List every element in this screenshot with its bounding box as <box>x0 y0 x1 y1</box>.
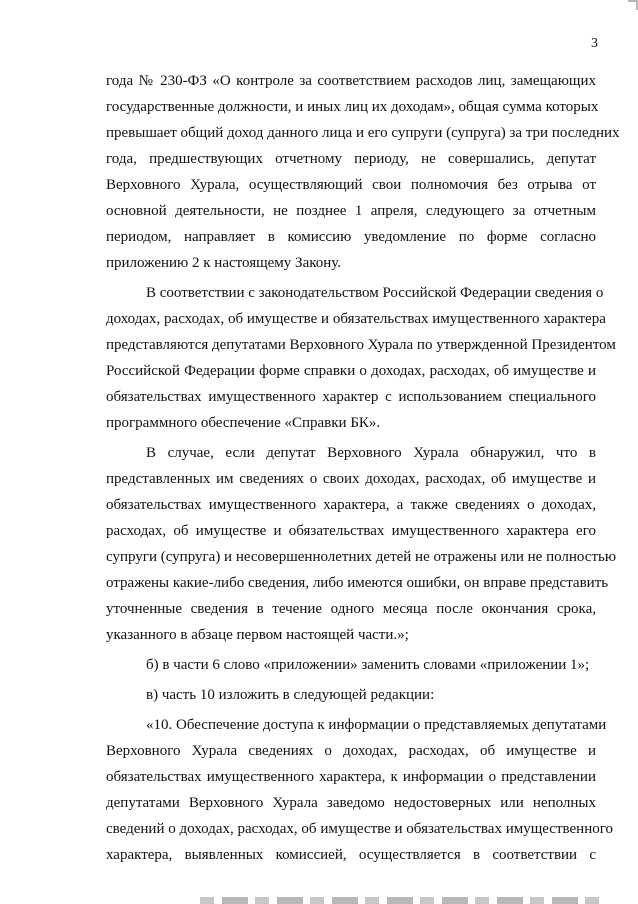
text-line: обязательствах имущественного характера, к информации о представлении <box>106 769 596 785</box>
paragraph-corrections <box>106 440 617 648</box>
text-line: уточненные сведения в течение одного месяца после окончания срока, <box>106 601 596 617</box>
text-line: депутатами Верховного Хурала заведомо недостоверных или неполных <box>106 795 596 811</box>
text-line: обязательствах имущественного характера, а также сведениях о доходах, <box>106 497 596 513</box>
text-line: б) в части 6 слово «приложении» заменить словами «приложении 1»; <box>146 657 590 673</box>
text-line: Верховного Хурала, осуществляющий свои полномочия без отрыва от <box>106 177 596 193</box>
text-line: «10. Обеспечение доступа к информации о представляемых депутатами <box>146 717 607 733</box>
text-line: представленных им сведениях о своих доходах, расходах, об имуществе и <box>106 471 596 487</box>
text-line: обязательствах имущественного характер с использованием специального <box>106 389 596 405</box>
text-line: доходах, расходах, об имуществе и обязательствах имущественного характера <box>106 311 606 327</box>
paragraph-section-10 <box>106 712 614 868</box>
paragraph-legislation-info <box>106 280 616 436</box>
text-line: в) часть 10 изложить в следующей редакции: <box>146 687 435 703</box>
text-line: отражены какие-либо сведения, либо имеются ошибки, он вправе представить <box>106 575 609 591</box>
paragraph-item-v <box>106 682 596 708</box>
scan-corner-mark <box>628 0 638 10</box>
paragraph-continuation <box>106 68 620 276</box>
text-line: приложению 2 к настоящему Закону. <box>106 255 342 271</box>
text-line: Верховного Хурала сведениях о доходах, расходах, об имуществе и <box>106 743 596 759</box>
text-line: В случае, если депутат Верховного Хурала обнаружил, что в <box>146 445 596 461</box>
scan-bottom-edge <box>200 897 600 904</box>
page-number: 3 <box>591 36 598 51</box>
text-line: года, предшествующих отчетному периоду, не совершались, депутат <box>106 151 596 167</box>
text-line: программного обеспечение «Справки БК». <box>106 415 381 431</box>
text-line: периодом, направляет в комиссию уведомление по форме согласно <box>106 229 596 245</box>
text-line: Российской Федерации форме справки о доходах, расходах, об имуществе и <box>106 363 596 379</box>
text-line: расходах, об имуществе и обязательствах имущественного характера его <box>106 523 596 539</box>
text-line: указанного в абзаце первом настоящей части.»; <box>106 627 409 643</box>
text-line: сведений о доходах, расходах, об имуществе и обязательствах имущественного <box>106 821 614 837</box>
paragraph-item-b <box>106 652 596 678</box>
text-line: превышает общий доход данного лица и его супруги (супруга) за три последних <box>106 125 620 141</box>
text-line: основной деятельности, не позднее 1 апреля, следующего за отчетным <box>106 203 596 219</box>
text-line: характера, выявленных комиссией, осуществляется в соответствии с <box>106 847 596 863</box>
document-body <box>106 68 620 868</box>
text-line: государственные должности, и иных лиц их доходам», общая сумма которых <box>106 99 599 115</box>
text-line: года № 230-ФЗ «О контроле за соответствием расходов лиц, замещающих <box>106 73 596 89</box>
text-line: супруги (супруга) и несовершеннолетних детей не отражены или не полностью <box>106 549 617 565</box>
text-line: В соответствии с законодательством Российской Федерации сведения о <box>146 285 604 301</box>
text-line: представляются депутатами Верховного Хурала по утвержденной Президентом <box>106 337 616 353</box>
